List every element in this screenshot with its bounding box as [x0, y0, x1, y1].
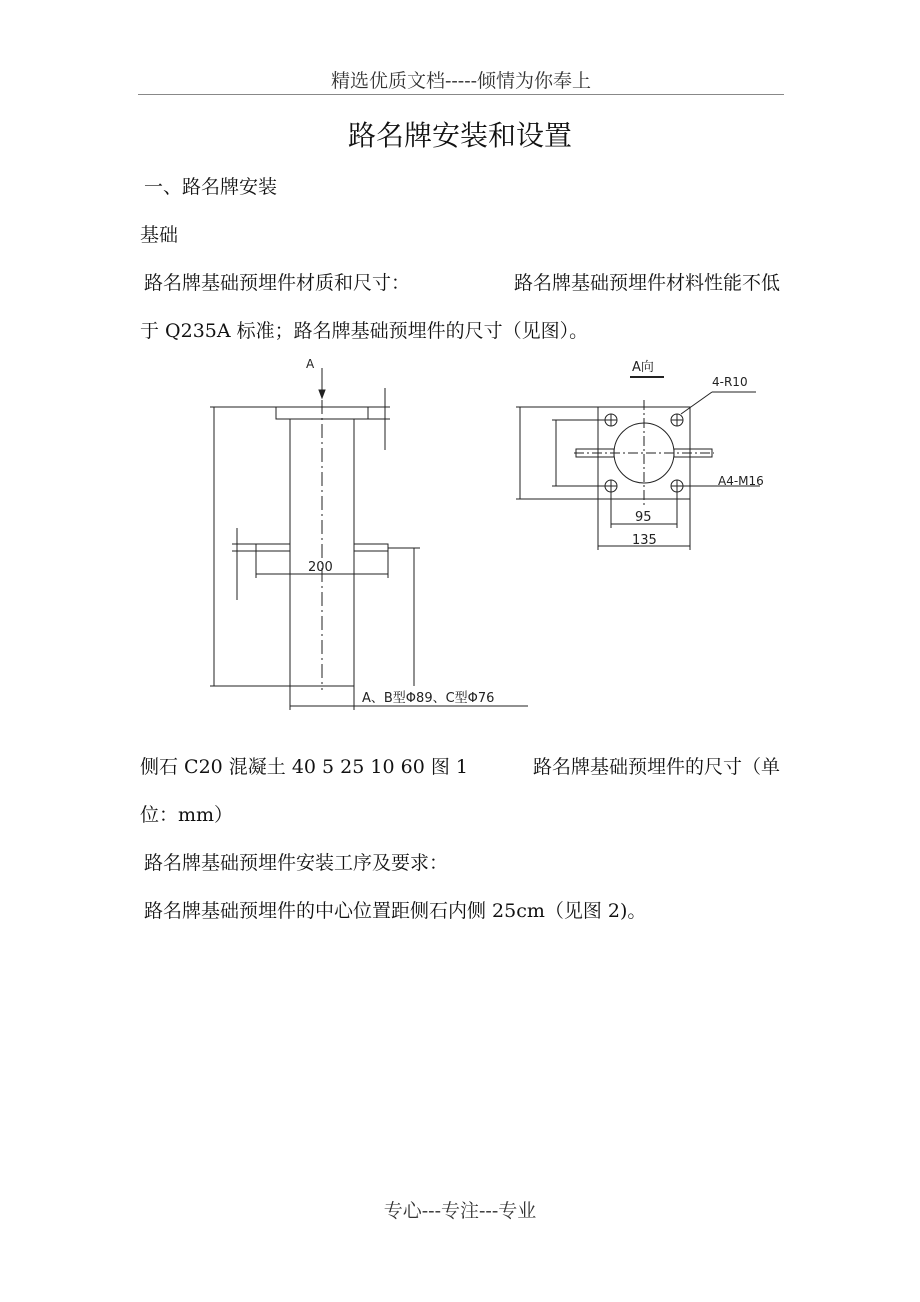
dim-135-label: 135 [632, 533, 657, 548]
view-a-arrow-label: A [306, 357, 315, 371]
caption-left: 侧石 C20 混凝土 40 5 25 10 60 图 1 [140, 756, 468, 778]
caption-right: 路名牌基础预埋件的尺寸（单 [532, 756, 780, 778]
paragraph-material-line2: 于 Q235A 标准；路名牌基础预埋件的尺寸（见图）。 [140, 320, 589, 342]
caption-line1 [140, 752, 780, 779]
page-footer: 专心---专注---专业 [383, 1200, 537, 1222]
document-title: 路名牌安装和设置 [347, 119, 572, 152]
cross-bar-left [256, 544, 290, 551]
subheading-foundation: 基础 [140, 224, 179, 246]
dim-95-label: 95 [635, 510, 652, 525]
pipe-diameter-label: A、B型Φ89、C型Φ76 [362, 691, 495, 706]
view-a-title: A向 [632, 360, 654, 375]
paragraph-center-position: 路名牌基础预埋件的中心位置距侧石内侧 25cm（见图 2)。 [144, 900, 647, 922]
view-a-arrow-head [319, 390, 325, 398]
paragraph-install-steps: 路名牌基础预埋件安装工序及要求： [144, 852, 449, 874]
leader-4-r10 [681, 392, 712, 414]
bolt-label: A4-M16 [718, 474, 764, 488]
cross-bar-right [354, 544, 388, 551]
hole-label: 4-R10 [712, 375, 748, 389]
page-header: 精选优质文档-----倾情为你奉上 [330, 70, 592, 92]
paragraph-material-part-b: 路名牌基础预埋件材料性能不低 [513, 272, 780, 294]
section-heading: 一、路名牌安装 [144, 176, 278, 198]
dim-200-label: 200 [308, 560, 333, 575]
paragraph-material-part-a: 路名牌基础预埋件材质和尺寸： [144, 272, 411, 294]
caption-line2: 位：mm） [140, 804, 234, 826]
